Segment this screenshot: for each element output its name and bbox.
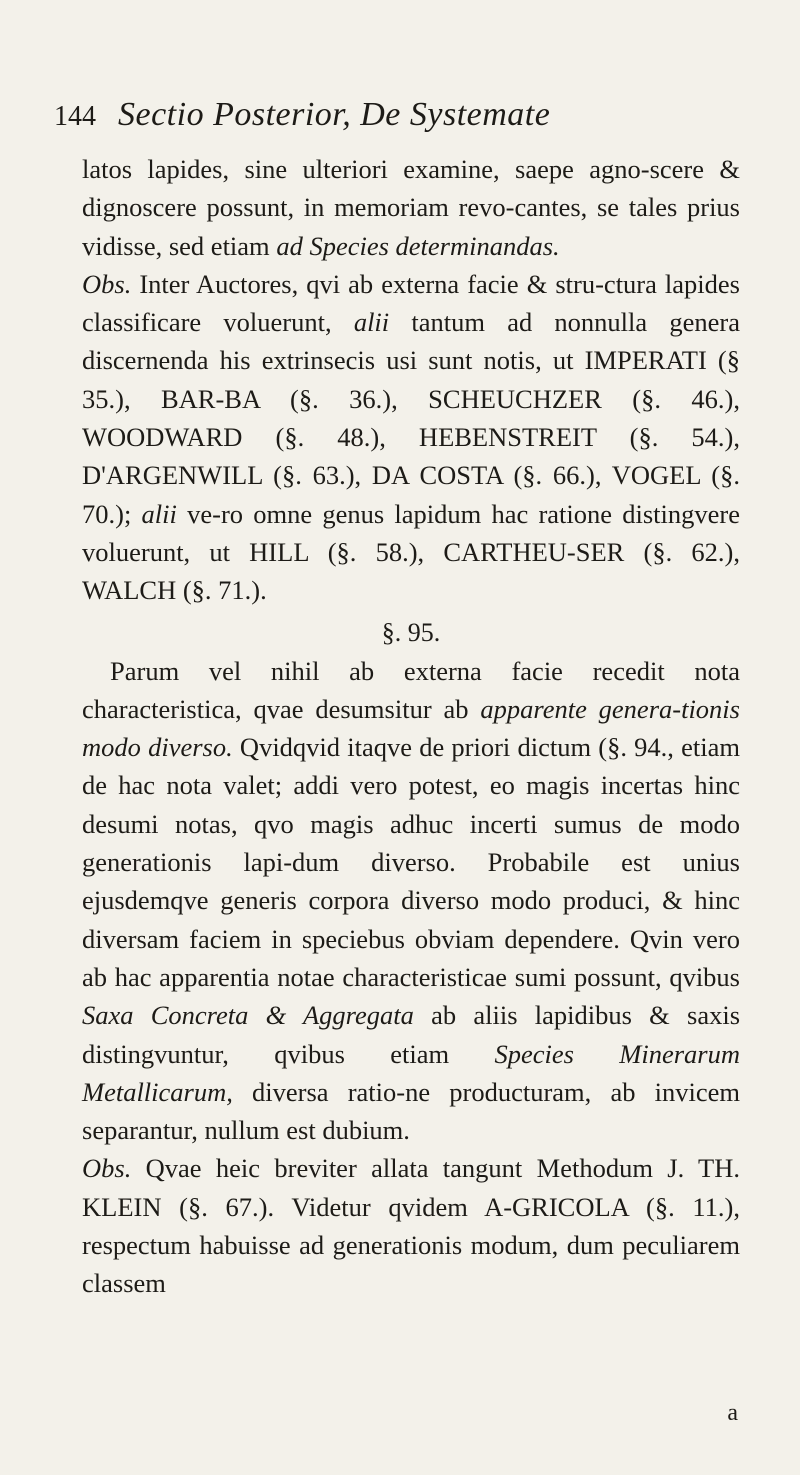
text-run: Qvidqvid itaqve de priori dictum (§. 94., etiam de hac nota valet; addi vero potest, eo magis incertas hinc desumi notas, qvo magis adhuc incerti sumus de modo generationis lapi-dum diverso. Probabile est unius ejusdemqve generis corpora diverso modo produci, & hinc diversam faciem in speciebus obviam dependere. Qvin vero ab hac apparentia notae characteristicae sumi possunt, qvibus: [82, 732, 740, 992]
italic-text: ad Species determinandas.: [276, 230, 560, 261]
italic-text: Obs.: [82, 1153, 132, 1184]
italic-text: alii: [141, 498, 177, 529]
text-run: tantum ad nonnulla genera discernenda his extrinsecis usi sunt notis, ut IMPERATI (§ 35.), BAR-BA (§. 36.), SCHEUCHZER (§. 46.), WOODWARD (§. 48.), HEBENSTREIT (§. 54.), D'ARGENWILL (§. 63.), DA COSTA (§. 66.), VOGEL (§. 70.);: [82, 307, 741, 529]
paragraph: [82, 265, 740, 610]
text-run: Parum vel nihil ab externa facie recedit nota characteristica, qvae desumsitur ab: [82, 655, 740, 724]
running-title: Sectio Posterior, De Systemate: [118, 96, 551, 133]
italic-text: Species Minerarum Metallicarum,: [82, 1038, 740, 1107]
italic-text: apparente genera-tionis modo diverso.: [82, 693, 740, 763]
text-run: Qvae heic breviter allata tangunt Methodum J. TH. KLEIN (§. 67.). Videtur qvidem A-GRICOLA (§. 11.), respectum habuisse ad generationis modum, dum peculiarem classem: [82, 1153, 740, 1299]
catchword: a: [727, 1400, 738, 1426]
text-run: ab aliis lapidibus & saxis distingvuntur, qvibus etiam: [82, 1000, 741, 1069]
italic-text: Saxa Concreta & Aggregata: [82, 1000, 414, 1031]
paragraph: [82, 150, 740, 265]
text-run: latos lapides, sine ulteriori examine, saepe agno-scere & dignoscere possunt, in memoriam revo-cantes, se tales prius vidisse, sed etiam: [82, 154, 740, 261]
running-header: [54, 96, 740, 134]
paragraph: [82, 652, 740, 1150]
text-run: ve-ro omne genus lapidum hac ratione distingvere voluerunt, ut HILL (§. 58.), CARTHEU-SER (§. 62.), WALCH (§. 71.).: [82, 498, 741, 606]
section-number: §. 95.: [381, 617, 441, 647]
italic-text: alii: [353, 307, 390, 338]
text-run: diversa ratio-ne producturam, ab invicem separantur, nullum est dubium.: [82, 1076, 740, 1146]
paragraph: [82, 1149, 740, 1302]
text-run: Inter Auctores, qvi ab externa facie & stru-ctura lapides classificare voluerunt,: [82, 268, 740, 338]
italic-text: Obs.: [82, 268, 132, 299]
page-number: 144: [54, 101, 96, 132]
body-text: [82, 150, 740, 1303]
